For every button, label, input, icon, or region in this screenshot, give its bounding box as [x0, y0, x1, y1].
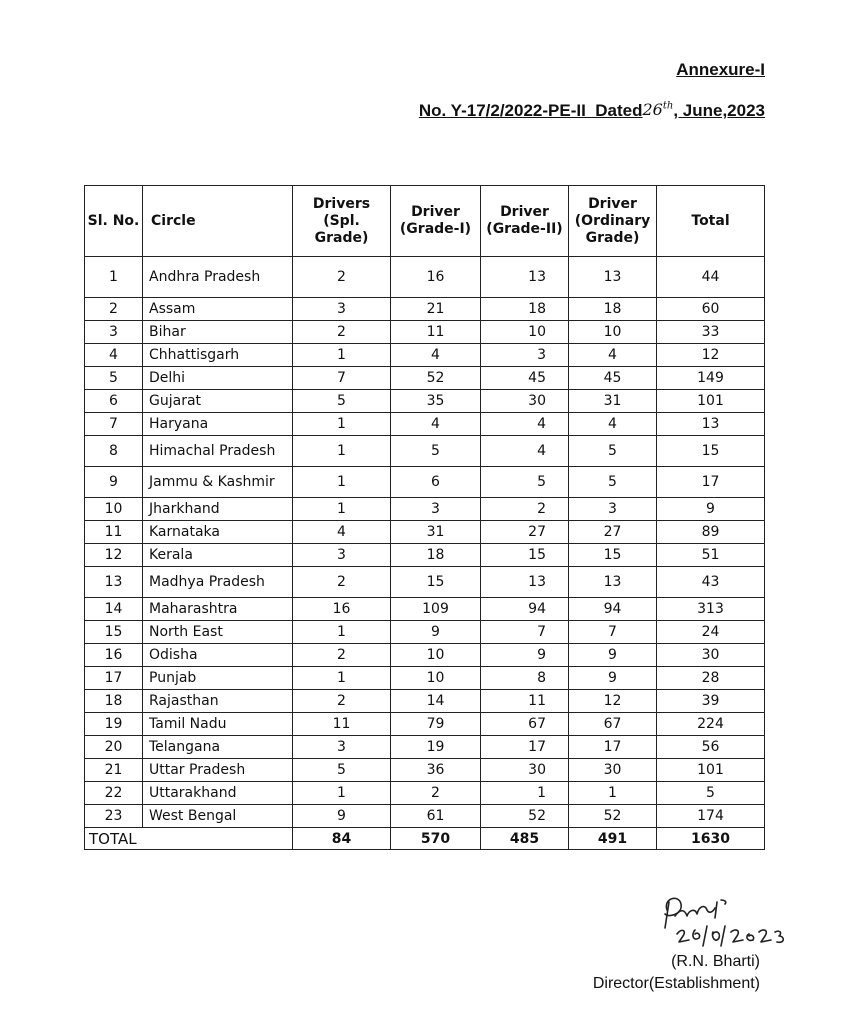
cell-grade-1: 11	[391, 321, 481, 344]
cell-sl-no: 12	[85, 544, 143, 567]
cell-spl-grade: 1	[293, 782, 391, 805]
cell-grade-1: 4	[391, 344, 481, 367]
cell-circle: Maharashtra	[143, 598, 293, 621]
cell-total: 9	[657, 498, 765, 521]
handwritten-signature	[655, 888, 805, 948]
cell-grade-1: 5	[391, 436, 481, 467]
cell-ordinary-grade: 15	[569, 544, 657, 567]
total-spl: 84	[293, 828, 391, 850]
cell-circle: Madhya Pradesh	[143, 567, 293, 598]
cell-spl-grade: 1	[293, 344, 391, 367]
cell-sl-no: 7	[85, 413, 143, 436]
cell-circle: Chhattisgarh	[143, 344, 293, 367]
cell-sl-no: 6	[85, 390, 143, 413]
cell-total: 12	[657, 344, 765, 367]
cell-ordinary-grade: 5	[569, 467, 657, 498]
cell-ordinary-grade: 30	[569, 759, 657, 782]
cell-sl-no: 2	[85, 298, 143, 321]
cell-sl-no: 8	[85, 436, 143, 467]
cell-ordinary-grade: 52	[569, 805, 657, 828]
table-row	[85, 298, 765, 321]
col-header-total: Total	[657, 186, 765, 257]
reference-number: No. Y-17/2/2022-PE-II Dated	[418, 101, 643, 120]
cell-spl-grade: 7	[293, 367, 391, 390]
table-row	[85, 598, 765, 621]
cell-grade-2: 17	[481, 736, 569, 759]
cell-grade-1: 61	[391, 805, 481, 828]
cell-total: 101	[657, 390, 765, 413]
cell-total: 17	[657, 467, 765, 498]
table-row	[85, 521, 765, 544]
cell-ordinary-grade: 45	[569, 367, 657, 390]
cell-circle: Rajasthan	[143, 690, 293, 713]
cell-grade-1: 10	[391, 667, 481, 690]
cell-spl-grade: 2	[293, 567, 391, 598]
table-row	[85, 344, 765, 367]
cell-total: 39	[657, 690, 765, 713]
cell-grade-1: 35	[391, 390, 481, 413]
cell-spl-grade: 1	[293, 621, 391, 644]
reference-line	[419, 101, 765, 121]
cell-sl-no: 10	[85, 498, 143, 521]
cell-grade-1: 14	[391, 690, 481, 713]
cell-total: 33	[657, 321, 765, 344]
cell-total: 224	[657, 713, 765, 736]
cell-sl-no: 9	[85, 467, 143, 498]
cell-sl-no: 4	[85, 344, 143, 367]
cell-ordinary-grade: 67	[569, 713, 657, 736]
cell-sl-no: 13	[85, 567, 143, 598]
cell-total: 149	[657, 367, 765, 390]
total-grade-1: 570	[391, 828, 481, 850]
cell-total: 28	[657, 667, 765, 690]
table-row	[85, 467, 765, 498]
table-total-row	[85, 828, 765, 850]
cell-grade-2: 27	[481, 521, 569, 544]
cell-sl-no: 11	[85, 521, 143, 544]
cell-circle: Delhi	[143, 367, 293, 390]
cell-ordinary-grade: 18	[569, 298, 657, 321]
cell-circle: Jammu & Kashmir	[143, 467, 293, 498]
table-row	[85, 498, 765, 521]
cell-sl-no: 21	[85, 759, 143, 782]
cell-sl-no: 20	[85, 736, 143, 759]
col-header-grade-2: Driver (Grade-II)	[481, 186, 569, 257]
cell-sl-no: 15	[85, 621, 143, 644]
cell-ordinary-grade: 4	[569, 344, 657, 367]
cell-spl-grade: 5	[293, 759, 391, 782]
cell-circle: Kerala	[143, 544, 293, 567]
cell-spl-grade: 2	[293, 690, 391, 713]
cell-total: 56	[657, 736, 765, 759]
handwritten-date-day: 26th	[642, 100, 674, 119]
cell-total: 13	[657, 413, 765, 436]
cell-ordinary-grade: 13	[569, 257, 657, 298]
cell-circle: Uttarakhand	[143, 782, 293, 805]
cell-grade-1: 19	[391, 736, 481, 759]
cell-total: 60	[657, 298, 765, 321]
cell-grade-1: 36	[391, 759, 481, 782]
col-header-grade-1: Driver (Grade-I)	[391, 186, 481, 257]
cell-grade-2: 67	[481, 713, 569, 736]
cell-grade-1: 18	[391, 544, 481, 567]
cell-grade-2: 15	[481, 544, 569, 567]
cell-grade-2: 4	[481, 436, 569, 467]
cell-ordinary-grade: 10	[569, 321, 657, 344]
cell-circle: North East	[143, 621, 293, 644]
cell-spl-grade: 2	[293, 257, 391, 298]
signatory-designation: Director(Establishment)	[592, 975, 760, 992]
cell-grade-2: 3	[481, 344, 569, 367]
cell-circle: Andhra Pradesh	[143, 257, 293, 298]
cell-spl-grade: 1	[293, 436, 391, 467]
cell-total: 101	[657, 759, 765, 782]
cell-total: 89	[657, 521, 765, 544]
cell-grade-1: 15	[391, 567, 481, 598]
total-ordinary: 491	[569, 828, 657, 850]
cell-total: 43	[657, 567, 765, 598]
cell-total: 15	[657, 436, 765, 467]
cell-circle: Punjab	[143, 667, 293, 690]
cell-spl-grade: 4	[293, 521, 391, 544]
cell-spl-grade: 1	[293, 667, 391, 690]
total-label: TOTAL	[85, 828, 293, 850]
cell-spl-grade: 3	[293, 298, 391, 321]
cell-circle: Bihar	[143, 321, 293, 344]
table-row	[85, 736, 765, 759]
table-row	[85, 367, 765, 390]
cell-grade-1: 79	[391, 713, 481, 736]
annexure-label: Annexure-I	[676, 60, 765, 79]
cell-spl-grade: 5	[293, 390, 391, 413]
cell-spl-grade: 11	[293, 713, 391, 736]
cell-ordinary-grade: 7	[569, 621, 657, 644]
cell-circle: Haryana	[143, 413, 293, 436]
cell-spl-grade: 1	[293, 413, 391, 436]
cell-grade-1: 21	[391, 298, 481, 321]
cell-ordinary-grade: 13	[569, 567, 657, 598]
cell-grade-1: 31	[391, 521, 481, 544]
cell-grade-1: 6	[391, 467, 481, 498]
cell-circle: Odisha	[143, 644, 293, 667]
cell-circle: Assam	[143, 298, 293, 321]
cell-ordinary-grade: 12	[569, 690, 657, 713]
col-header-spl-grade: Drivers (Spl. Grade)	[293, 186, 391, 257]
cell-circle: Telangana	[143, 736, 293, 759]
cell-spl-grade: 16	[293, 598, 391, 621]
cell-total: 30	[657, 644, 765, 667]
cell-ordinary-grade: 17	[569, 736, 657, 759]
cell-total: 44	[657, 257, 765, 298]
table-row	[85, 436, 765, 467]
cell-circle: West Bengal	[143, 805, 293, 828]
cell-grade-2: 4	[481, 413, 569, 436]
table-row	[85, 257, 765, 298]
table-row	[85, 390, 765, 413]
cell-ordinary-grade: 27	[569, 521, 657, 544]
table-row	[85, 413, 765, 436]
table-row	[85, 567, 765, 598]
col-header-ordinary-grade: Driver (Ordinary Grade)	[569, 186, 657, 257]
cell-sl-no: 17	[85, 667, 143, 690]
cell-grade-1: 16	[391, 257, 481, 298]
cell-grade-1: 9	[391, 621, 481, 644]
cell-sl-no: 3	[85, 321, 143, 344]
table-row	[85, 805, 765, 828]
cell-grade-2: 52	[481, 805, 569, 828]
cell-grade-2: 13	[481, 257, 569, 298]
table-row	[85, 321, 765, 344]
table-row	[85, 544, 765, 567]
cell-spl-grade: 9	[293, 805, 391, 828]
cell-spl-grade: 2	[293, 321, 391, 344]
cell-total: 313	[657, 598, 765, 621]
cell-ordinary-grade: 94	[569, 598, 657, 621]
cell-grade-2: 1	[481, 782, 569, 805]
cell-sl-no: 19	[85, 713, 143, 736]
cell-grade-1: 52	[391, 367, 481, 390]
table-row	[85, 621, 765, 644]
cell-grade-2: 5	[481, 467, 569, 498]
cell-spl-grade: 1	[293, 498, 391, 521]
cell-total: 174	[657, 805, 765, 828]
cell-grade-2: 9	[481, 644, 569, 667]
table-row	[85, 759, 765, 782]
cell-ordinary-grade: 31	[569, 390, 657, 413]
cell-circle: Himachal Pradesh	[143, 436, 293, 467]
cell-circle: Gujarat	[143, 390, 293, 413]
cell-sl-no: 23	[85, 805, 143, 828]
cell-sl-no: 5	[85, 367, 143, 390]
cell-sl-no: 22	[85, 782, 143, 805]
cell-grade-1: 3	[391, 498, 481, 521]
cell-sl-no: 16	[85, 644, 143, 667]
signatory-name: (R.N. Bharti)	[671, 953, 760, 970]
cell-grade-2: 11	[481, 690, 569, 713]
cell-grade-2: 10	[481, 321, 569, 344]
cell-ordinary-grade: 1	[569, 782, 657, 805]
total-grade-2: 485	[481, 828, 569, 850]
cell-grade-2: 45	[481, 367, 569, 390]
cell-circle: Jharkhand	[143, 498, 293, 521]
cell-spl-grade: 2	[293, 644, 391, 667]
table-row	[85, 667, 765, 690]
cell-grade-1: 4	[391, 413, 481, 436]
cell-circle: Uttar Pradesh	[143, 759, 293, 782]
table-row	[85, 713, 765, 736]
total-overall: 1630	[657, 828, 765, 850]
cell-circle: Tamil Nadu	[143, 713, 293, 736]
cell-grade-1: 10	[391, 644, 481, 667]
drivers-table	[84, 185, 765, 850]
cell-sl-no: 14	[85, 598, 143, 621]
cell-spl-grade: 3	[293, 736, 391, 759]
cell-grade-2: 18	[481, 298, 569, 321]
table-row	[85, 644, 765, 667]
cell-ordinary-grade: 9	[569, 667, 657, 690]
cell-ordinary-grade: 4	[569, 413, 657, 436]
cell-total: 51	[657, 544, 765, 567]
cell-sl-no: 18	[85, 690, 143, 713]
cell-circle: Karnataka	[143, 521, 293, 544]
cell-grade-2: 13	[481, 567, 569, 598]
cell-grade-2: 7	[481, 621, 569, 644]
col-header-circle: Circle	[143, 186, 293, 257]
cell-grade-2: 30	[481, 390, 569, 413]
cell-sl-no: 1	[85, 257, 143, 298]
cell-spl-grade: 3	[293, 544, 391, 567]
table-header-row	[85, 186, 765, 257]
reference-date-suffix: , June,2023	[673, 101, 765, 120]
cell-grade-2: 30	[481, 759, 569, 782]
cell-grade-2: 2	[481, 498, 569, 521]
table-row	[85, 782, 765, 805]
table-row	[85, 690, 765, 713]
col-header-sl-no: Sl. No.	[85, 186, 143, 257]
cell-grade-1: 109	[391, 598, 481, 621]
cell-total: 5	[657, 782, 765, 805]
cell-spl-grade: 1	[293, 467, 391, 498]
cell-grade-1: 2	[391, 782, 481, 805]
cell-grade-2: 8	[481, 667, 569, 690]
cell-total: 24	[657, 621, 765, 644]
cell-ordinary-grade: 3	[569, 498, 657, 521]
cell-ordinary-grade: 5	[569, 436, 657, 467]
cell-grade-2: 94	[481, 598, 569, 621]
cell-ordinary-grade: 9	[569, 644, 657, 667]
